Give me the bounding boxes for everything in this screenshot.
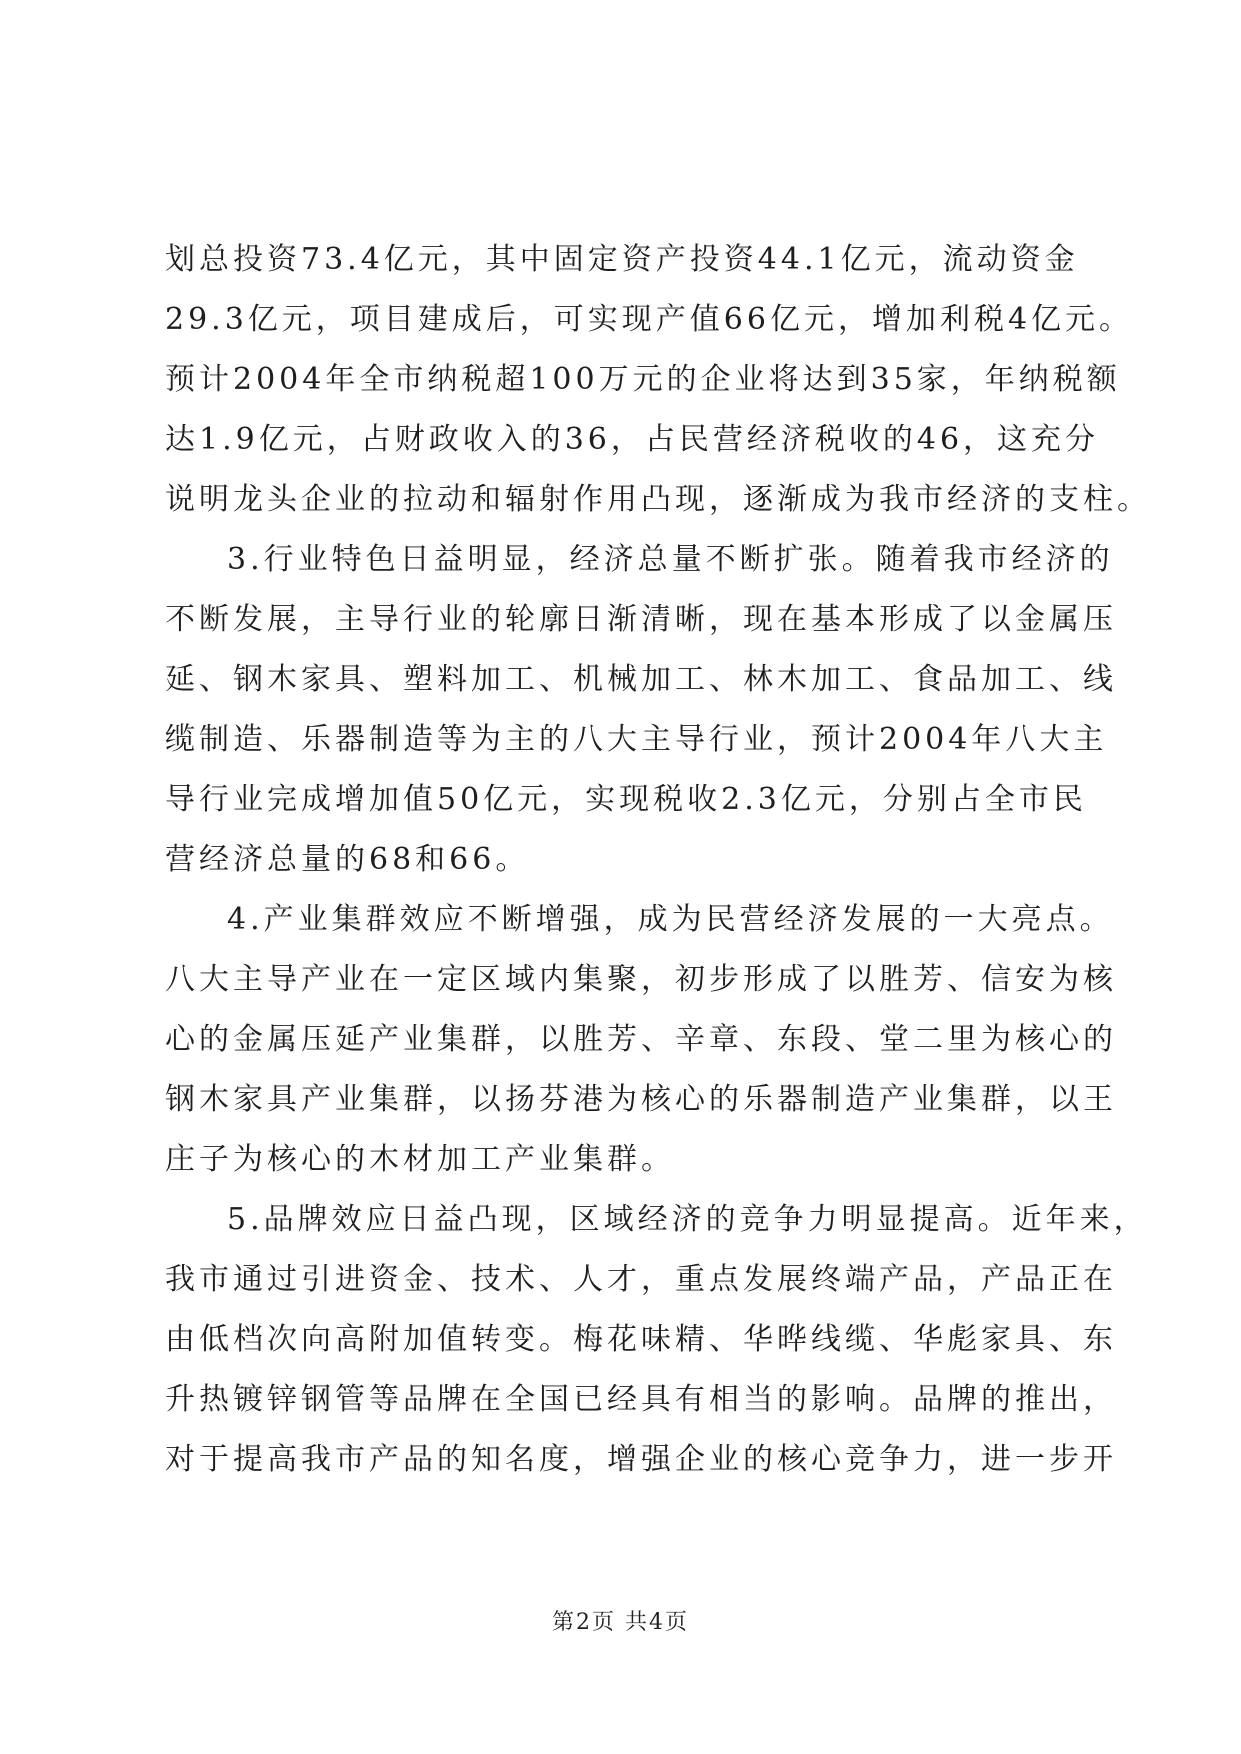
text-line: 达1.9亿元，占财政收入的36，占民营经济税收的46，这充分 — [165, 422, 1100, 457]
text-line: 划总投资73.4亿元，其中固定资产投资44.1亿元，流动资金 — [165, 242, 1079, 277]
paragraph-first-line: 3.行业特色日益明显，经济总量不断扩张。随着我市经济的 — [227, 542, 1114, 577]
text-line: 我市通过引进资金、技术、人才，重点发展终端产品，产品正在 — [165, 1262, 1117, 1297]
text-line: 缆制造、乐器制造等为主的八大主导行业，预计2004年八大主 — [165, 722, 1108, 757]
text-line: 预计2004年全市纳税超100万元的企业将达到35家，年纳税额 — [165, 362, 1121, 397]
text-line: 29.3亿元，项目建成后，可实现产值66亿元，增加利税4亿元。 — [165, 302, 1134, 337]
document-body — [165, 230, 1151, 1490]
text-line: 钢木家具产业集群，以扬芬港为核心的乐器制造产业集群，以王 — [165, 1082, 1117, 1117]
text-line: 升热镀锌钢管等品牌在全国已经具有相当的影响。品牌的推出， — [165, 1382, 1117, 1417]
paragraph-first-line: 5.品牌效应日益凸现，区域经济的竞争力明显提高。近年来， — [227, 1202, 1148, 1237]
text-line: 对于提高我市产品的知名度，增强企业的核心竞争力，进一步开 — [165, 1442, 1117, 1477]
paragraph-first-line: 4.产业集群效应不断增强，成为民营经济发展的一大亮点。 — [227, 902, 1114, 937]
text-line: 说明龙头企业的拉动和辐射作用凸现，逐渐成为我市经济的支柱。 — [165, 482, 1151, 517]
text-line: 延、钢木家具、塑料加工、机械加工、林木加工、食品加工、线 — [165, 662, 1117, 697]
text-line: 导行业完成增加值50亿元，实现税收2.3亿元，分别占全市民 — [165, 782, 1087, 817]
text-line: 庄子为核心的木材加工产业集群。 — [165, 1142, 675, 1177]
text-line: 由低档次向高附加值转变。梅花味精、华晔线缆、华彪家具、东 — [165, 1322, 1117, 1357]
page-number-footer: 第2页 共4页 — [552, 1610, 689, 1635]
text-line: 不断发展，主导行业的轮廓日渐清晰，现在基本形成了以金属压 — [165, 602, 1117, 637]
text-line: 八大主导产业在一定区域内集聚，初步形成了以胜芳、信安为核 — [165, 962, 1117, 997]
text-line: 心的金属压延产业集群，以胜芳、辛章、东段、堂二里为核心的 — [165, 1022, 1117, 1057]
text-line: 营经济总量的68和66。 — [165, 842, 530, 877]
